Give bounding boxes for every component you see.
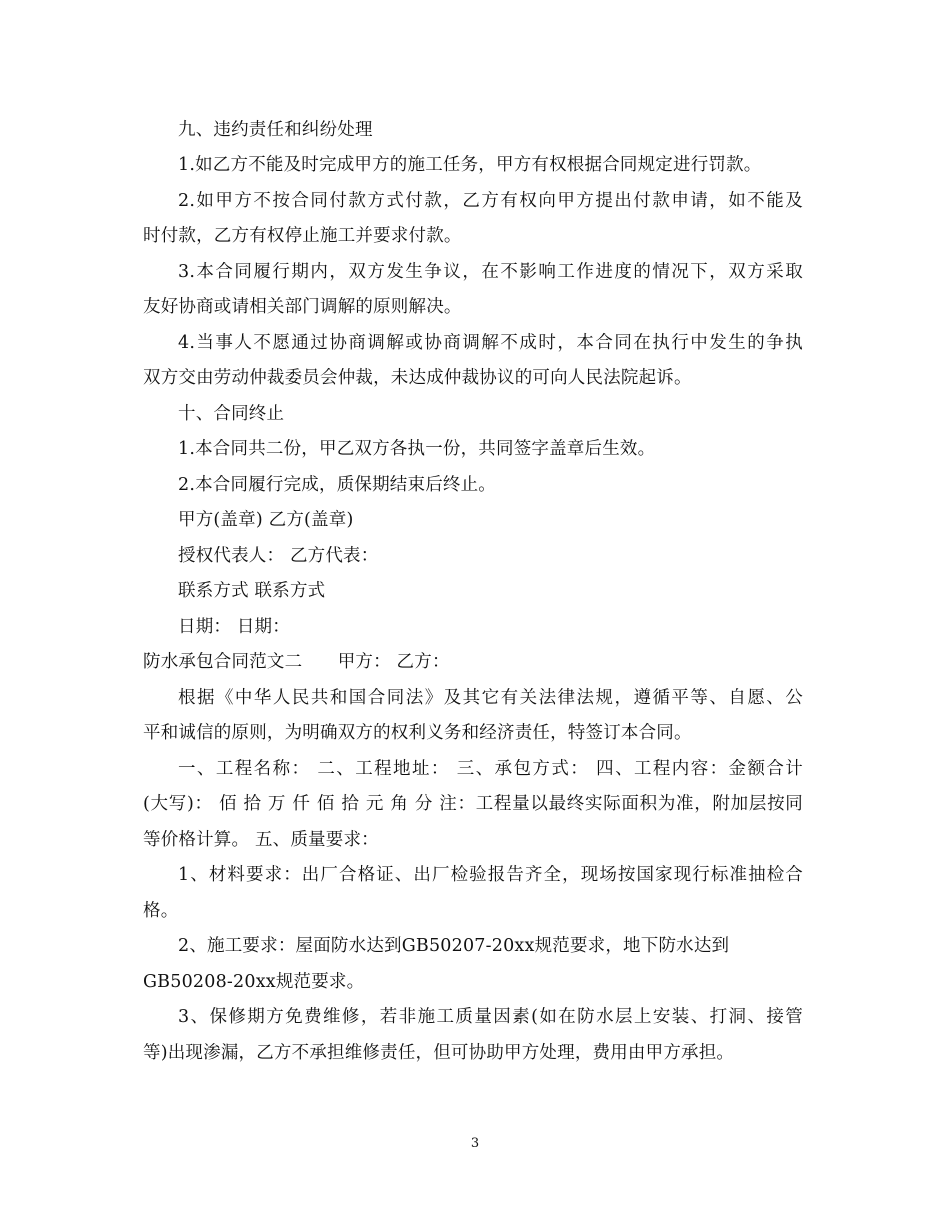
paragraph-line: 平和诚信的原则，为明确双方的权利义务和经济责任，特签订本合同。	[143, 723, 692, 743]
paragraph-line: (大写)： 佰 拾 万 仟 佰 拾 元 角 分 注：工程量以最终实际面积为准，附加层按同	[143, 794, 803, 814]
page-number: 3	[470, 1136, 480, 1151]
signature-line-dates: 日期： 日期：	[178, 617, 290, 637]
second-contract-title: 防水承包合同范文二 甲方： 乙方：	[143, 652, 450, 672]
paragraph-line: GB50208-20xx规范要求。	[143, 972, 365, 992]
paragraph-line: 1、材料要求：出厂合格证、出厂检验报告齐全，现场按国家现行标准抽检合	[178, 865, 803, 885]
section-heading-breach: 九、违约责任和纠纷处理	[178, 120, 373, 140]
paragraph-line: 双方交由劳动仲裁委员会仲裁，未达成仲裁协议的可向人民法院起诉。	[143, 368, 692, 388]
paragraph-line: 1.如乙方不能及时完成甲方的施工任务，甲方有权根据合同规定进行罚款。	[178, 155, 762, 175]
paragraph-line: 等)出现渗漏，乙方不承担维修责任，但可协助甲方处理，费用由甲方承担。	[143, 1043, 735, 1063]
signature-line-representatives: 授权代表人： 乙方代表：	[178, 546, 379, 566]
paragraph-line: 根据《中华人民共和国合同法》及其它有关法律法规，遵循平等、自愿、公	[178, 688, 803, 708]
paragraph-line: 格。	[143, 901, 179, 921]
paragraph-line: 1.本合同共二份，甲乙双方各执一份，共同签字盖章后生效。	[178, 439, 656, 459]
section-heading-termination: 十、合同终止	[178, 404, 285, 424]
paragraph-line: 3.本合同履行期内，双方发生争议，在不影响工作进度的情况下，双方采取	[178, 262, 803, 282]
paragraph-line: 4.当事人不愿通过协商调解或协商调解不成时，本合同在执行中发生的争执	[178, 333, 803, 353]
paragraph-line: 一、工程名称： 二、工程地址： 三、承包方式： 四、工程内容：金额合计	[178, 759, 803, 779]
paragraph-line: 2.如甲方不按合同付款方式付款，乙方有权向甲方提出付款申请，如不能及	[178, 191, 803, 211]
signature-line-contacts: 联系方式 联系方式	[178, 581, 326, 601]
paragraph-line: 2、施工要求：屋面防水达到GB50207-20xx规范要求，地下防水达到	[178, 936, 730, 956]
paragraph-line: 时付款，乙方有权停止施工并要求付款。	[143, 226, 462, 246]
signature-line-seals: 甲方(盖章) 乙方(盖章)	[178, 510, 354, 530]
paragraph-line: 3、保修期方免费维修，若非施工质量因素(如在防水层上安装、打洞、接管	[178, 1007, 803, 1027]
paragraph-line: 友好协商或请相关部门调解的原则解决。	[143, 297, 462, 317]
paragraph-line: 等价格计算。 五、质量要求：	[143, 830, 379, 850]
paragraph-line: 2.本合同履行完成，质保期结束后终止。	[178, 475, 496, 495]
